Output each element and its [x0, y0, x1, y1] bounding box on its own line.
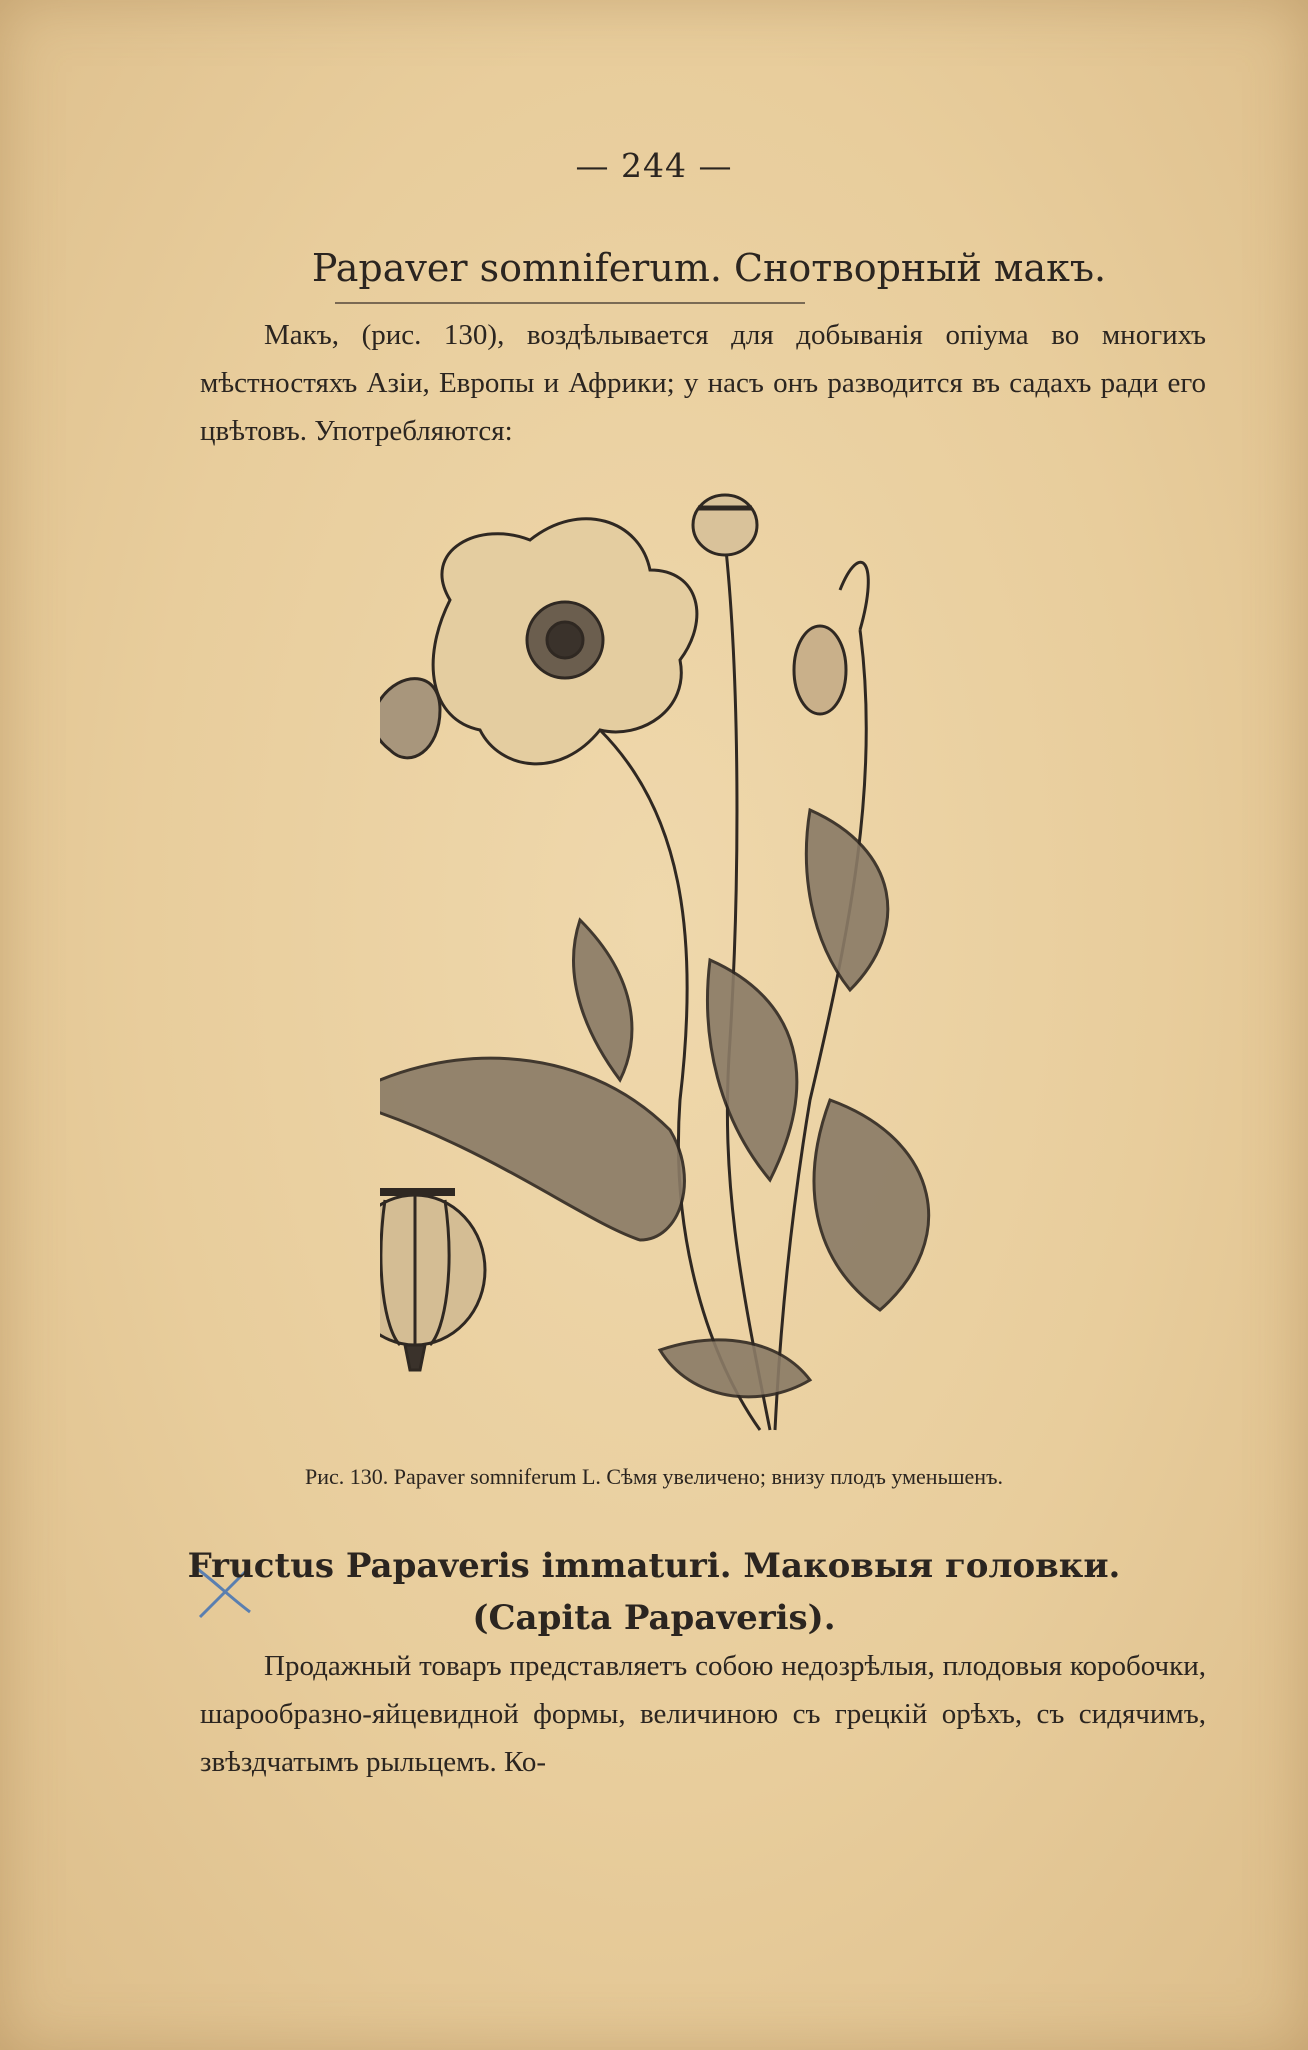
page-number: — 244 — — [575, 146, 733, 185]
section-heading-line1: Fructus Papaveris immaturi. Маковыя головки. — [187, 1546, 1121, 1586]
figure-caption: Рис. 130. Papaver somniferum L. Сѣмя увеличено; внизу плодъ уменьшенъ. — [305, 1464, 1003, 1489]
section-heading — [0, 1540, 1308, 1644]
page-title: Papaver somniferum. Снотворный макъ. — [311, 246, 1107, 290]
section-paragraph: Продажный товаръ представляетъ собою недозрѣлыя, плодовыя коробочки, шарообразно-яйцевидной формы, величиною съ грецкій орѣхъ, съ сидячимъ, звѣздчатымъ рыльцемъ. Ко- — [200, 1650, 1206, 1778]
intro-paragraph: Макъ, (рис. 130), воздѣлывается для добыванія опіума во многихъ мѣстностяхъ Азіи, Европы и Африки; у насъ онъ разводится въ садахъ ради его цвѣтовъ. Употребляются: — [200, 319, 1206, 447]
title-underline — [335, 302, 805, 304]
poppy-illustration — [380, 480, 1040, 1450]
section-heading-line2: (Capita Papaveris). — [472, 1598, 836, 1638]
